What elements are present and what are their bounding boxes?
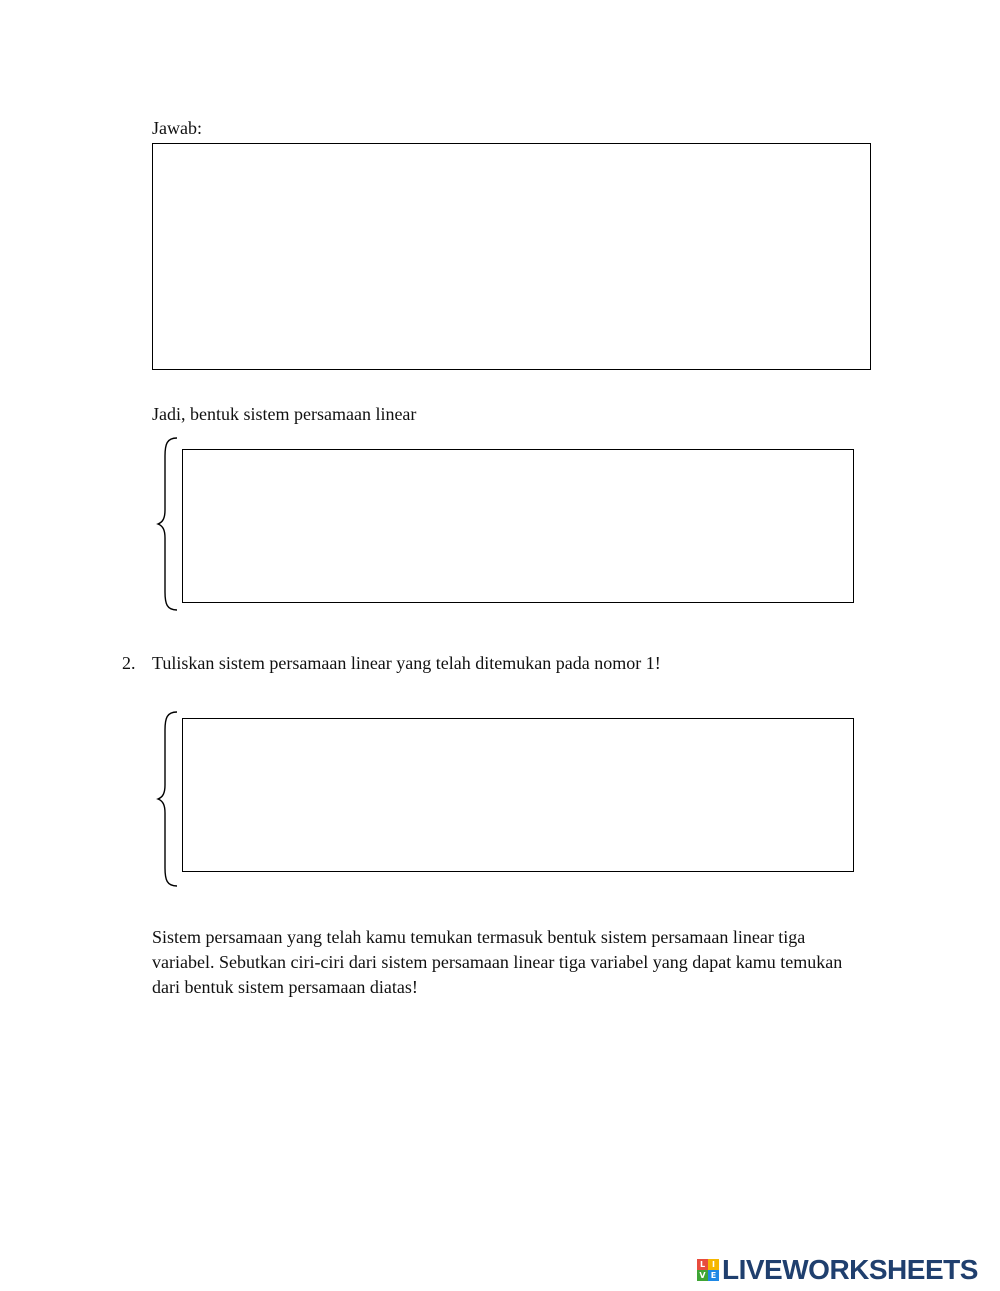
question-number: 2.	[122, 653, 136, 673]
liveworksheets-logo	[697, 1255, 978, 1285]
badge-letter: L	[697, 1259, 708, 1270]
equation-system-box-1[interactable]	[182, 449, 854, 603]
badge-letter: V	[697, 1270, 708, 1281]
answer-box[interactable]	[152, 143, 871, 370]
left-brace-icon	[155, 436, 181, 612]
badge-letter: I	[708, 1259, 719, 1270]
left-brace-icon	[155, 710, 181, 888]
logo-badge-icon	[697, 1259, 719, 1281]
conclusion-text: Jadi, bentuk sistem persamaan linear	[152, 404, 417, 424]
logo-text: LIVEWORKSHEETS	[722, 1254, 978, 1285]
answer-label: Jawab:	[152, 118, 202, 138]
question-text: Tuliskan sistem persamaan linear yang telah ditemukan pada nomor 1!	[152, 653, 661, 673]
closing-paragraph: Sistem persamaan yang telah kamu temukan termasuk bentuk sistem persamaan linear tiga variabel. Sebutkan ciri-ciri dari sistem persamaan linear tiga variabel yang dapat kamu temukan dari bentuk sistem persamaan diatas!	[152, 927, 843, 997]
badge-letter: E	[708, 1270, 719, 1281]
equation-system-box-2[interactable]	[182, 718, 854, 872]
